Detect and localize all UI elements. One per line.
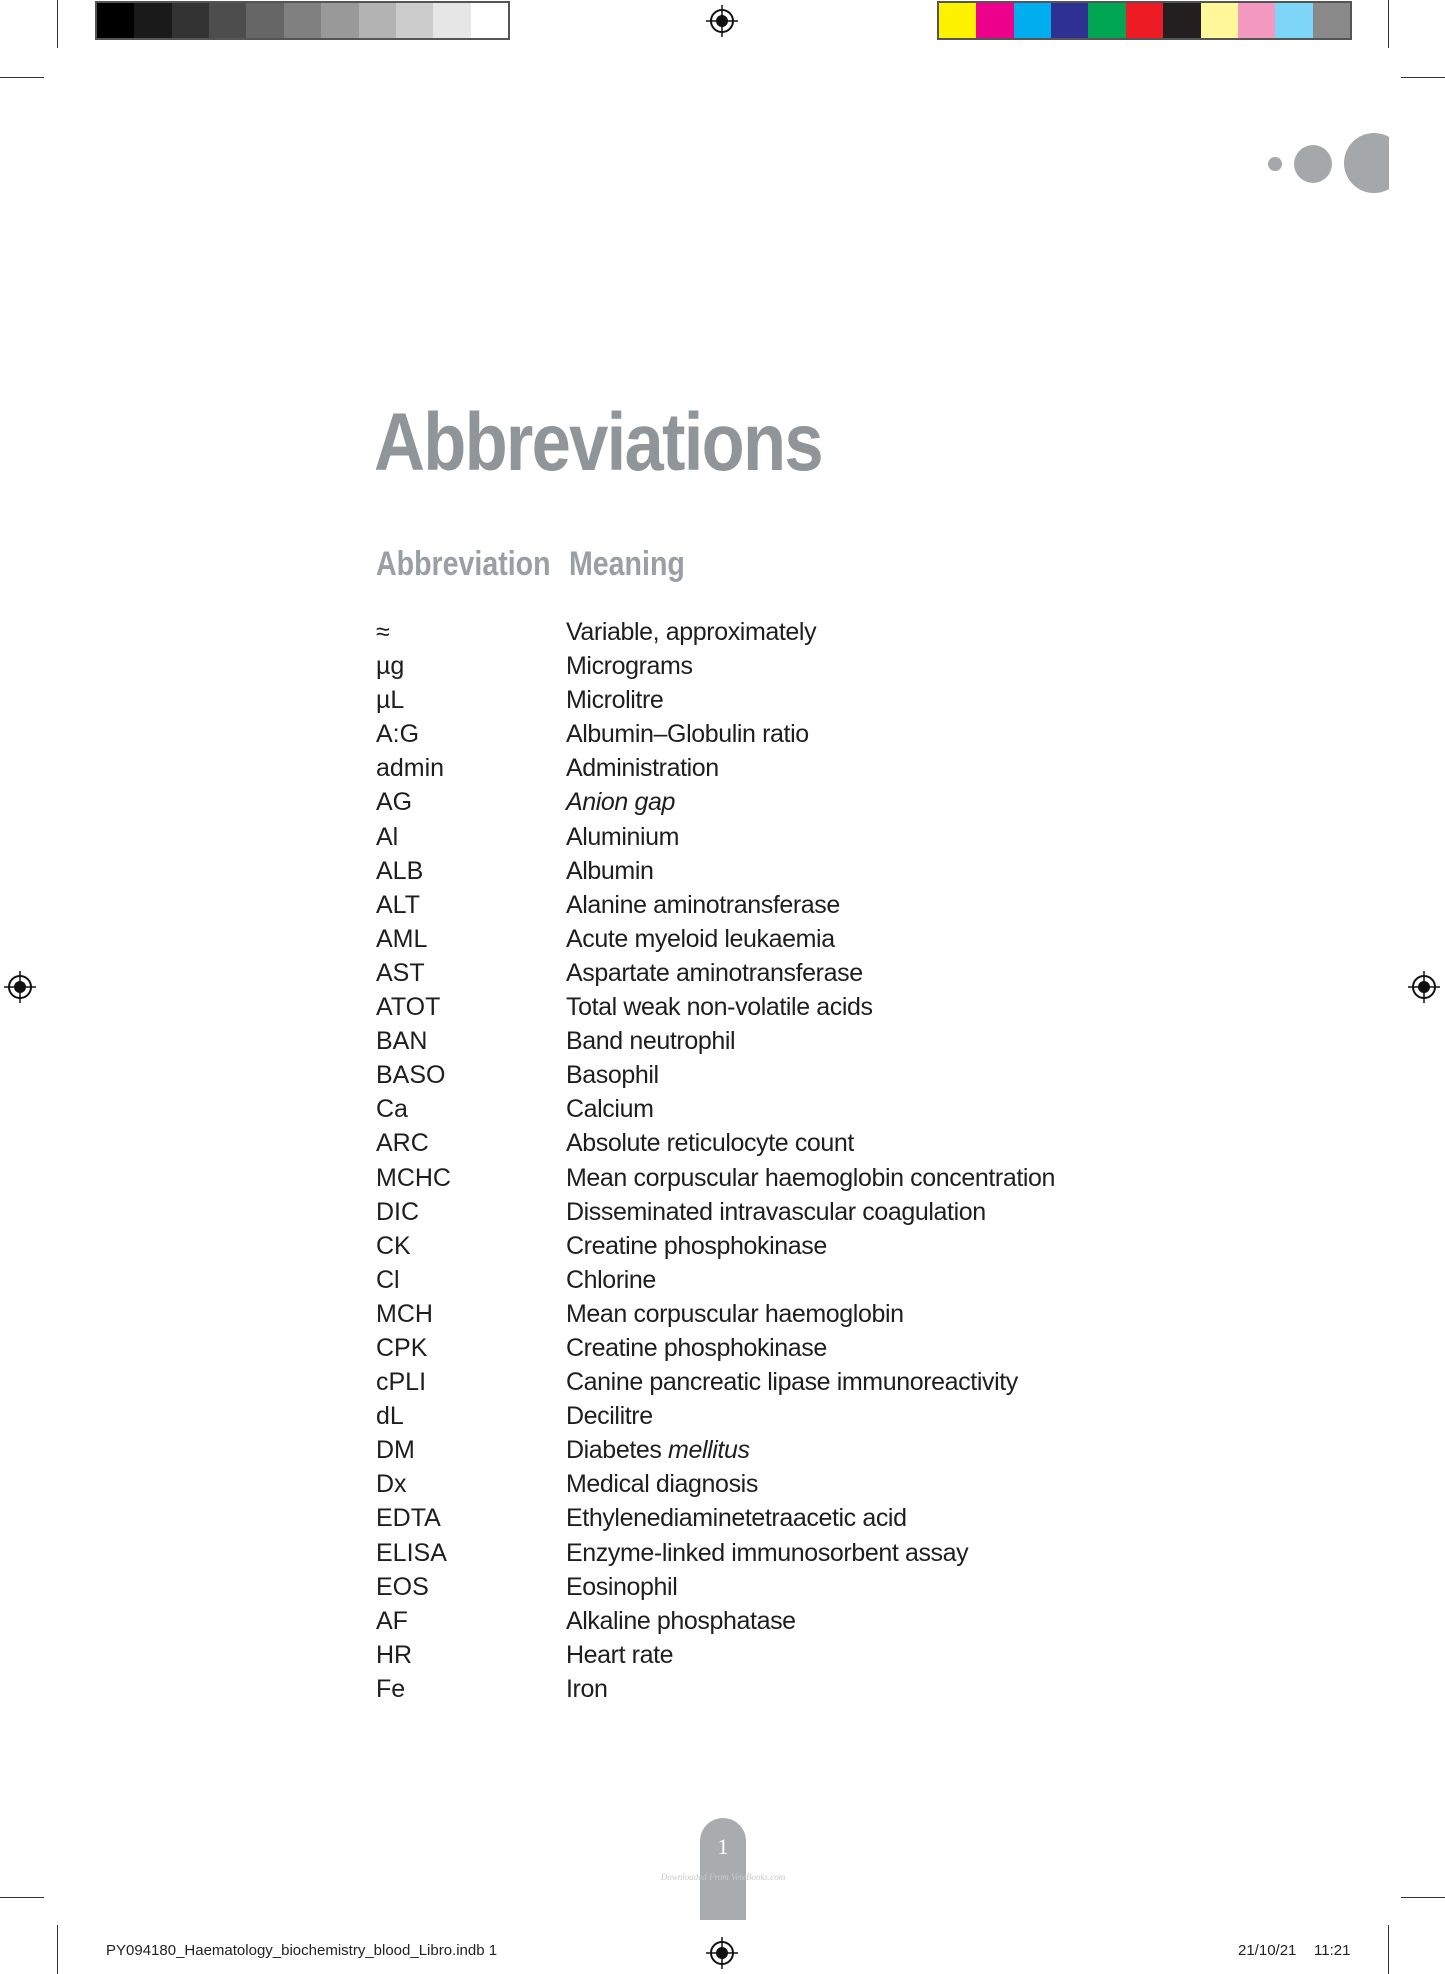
meaning-text: Variable, approximately [566, 618, 817, 646]
abbreviation-cell: AST [376, 958, 425, 987]
abbreviation-cell: BAN [376, 1027, 428, 1056]
slug-date: 21/10/21 [1238, 1942, 1297, 1959]
grayscale-calibration-bar [95, 1, 510, 40]
meaning-cell [566, 788, 675, 817]
meaning-text: Microlitre [566, 686, 664, 715]
meaning-cell [566, 720, 809, 749]
abbreviation-cell: DM [376, 1436, 415, 1465]
meaning-cell [566, 1061, 659, 1090]
meaning-cell [566, 1470, 758, 1499]
color-swatch [1126, 3, 1163, 38]
abbreviation-cell: EOS [376, 1572, 429, 1601]
meaning-text: Enzyme-linked immunosorbent assay [566, 1538, 969, 1567]
meaning-text: Micrograms [566, 652, 693, 681]
meaning-cell [566, 1027, 735, 1056]
color-swatch [97, 3, 134, 38]
meaning-cell [566, 754, 719, 783]
page-number: 1 [717, 1834, 729, 1859]
abbreviation-cell: ALT [376, 890, 420, 919]
color-swatch [1014, 3, 1051, 38]
meaning-text: Basophil [566, 1061, 659, 1090]
abbreviation-cell: cPLI [376, 1368, 427, 1397]
color-swatch [976, 3, 1013, 38]
abbreviation-cell: EDTA [376, 1504, 441, 1533]
color-swatch [1275, 3, 1312, 38]
meaning-cell [566, 891, 840, 920]
abbreviation-cell: Cl [376, 1265, 400, 1294]
crop-mark [0, 1897, 44, 1898]
color-swatch [246, 3, 283, 38]
meaning-text: Iron [566, 1674, 608, 1703]
meaning-text: Alanine aminotransferase [566, 890, 840, 919]
meaning-cell [566, 1232, 827, 1261]
meaning-text: Aspartate aminotransferase [566, 958, 863, 987]
meaning-text: Absolute reticulocyte count [566, 1129, 854, 1158]
crop-mark [1401, 1897, 1445, 1898]
abbreviation-cell: CK [376, 1231, 411, 1260]
meaning-text: Albumin [566, 856, 654, 885]
meaning-cell [566, 652, 693, 681]
meaning-text: Disseminated intravascular coagulation [566, 1197, 986, 1226]
meaning-text: Decilitre [566, 1402, 653, 1431]
meaning-text: Creatine phosphokinase [566, 1333, 827, 1362]
meaning-cell [566, 1368, 1018, 1397]
meaning-cell [566, 1607, 796, 1636]
meaning-cell [566, 618, 816, 647]
color-swatch [1051, 3, 1088, 38]
column-header-meaning: Meaning [569, 545, 685, 583]
meaning-cell [566, 1436, 750, 1465]
abbreviation-cell: µL [376, 686, 405, 715]
abbreviation-cell: MCH [376, 1299, 433, 1328]
abbreviation-cell: A:G [376, 720, 420, 749]
abbreviation-cell: Fe [376, 1674, 406, 1703]
meaning-text: Band neutrophil [566, 1027, 736, 1056]
meaning-text: Albumin–Globulin ratio [566, 720, 809, 749]
abbreviation-cell: ELISA [376, 1538, 447, 1567]
abbreviation-cell: admin [376, 754, 445, 783]
meaning-cell [566, 1095, 654, 1124]
meaning-cell [566, 925, 835, 954]
meaning-text: Diabetes [566, 1436, 669, 1465]
registration-mark-icon [706, 1937, 738, 1969]
slug-filename: PY094180_Haematology_biochemistry_blood_Libro.indb 1 [106, 1942, 498, 1959]
meaning-cell [566, 1402, 653, 1431]
registration-mark-icon [1408, 971, 1440, 1003]
page-title: Abbreviations [374, 397, 822, 488]
abbreviation-cell: dL [376, 1402, 404, 1431]
meaning-text: Calcium [566, 1095, 654, 1124]
meaning-text: Administration [566, 754, 719, 783]
meaning-text: Mean corpuscular haemoglobin concentration [566, 1163, 1056, 1192]
meaning-cell [566, 1573, 677, 1602]
meaning-text: Alkaline phosphatase [566, 1606, 796, 1635]
meaning-text: Mean corpuscular haemoglobin [566, 1299, 904, 1328]
registration-mark-icon [4, 971, 36, 1003]
column-header-abbreviation: Abbreviation [376, 545, 551, 583]
abbreviation-cell: AML [376, 924, 428, 953]
meaning-cell [566, 1164, 1055, 1193]
meaning-text: Acute myeloid leukaemia [566, 924, 835, 953]
meaning-cell [566, 959, 863, 988]
meaning-cell [566, 1539, 968, 1568]
abbreviation-cell: Ca [376, 1095, 408, 1124]
color-swatch [209, 3, 246, 38]
meaning-text: Aluminium [566, 822, 680, 851]
color-swatch [172, 3, 209, 38]
crop-mark [0, 77, 44, 78]
color-swatch [359, 3, 396, 38]
meaning-cell [566, 993, 873, 1022]
abbreviation-cell: CPK [376, 1333, 428, 1362]
decorative-dot-medium [1294, 145, 1332, 183]
abbreviation-cell: ARC [376, 1129, 429, 1158]
meaning-text: Medical diagnosis [566, 1470, 758, 1499]
crop-mark [57, 1925, 58, 1974]
meaning-cell [566, 1266, 656, 1295]
meaning-cell [566, 1129, 854, 1158]
registration-mark-icon [706, 5, 738, 37]
abbreviation-cell: Al [376, 822, 399, 851]
abbreviation-cell: ≈ [376, 618, 390, 646]
color-swatch [321, 3, 358, 38]
color-swatch [1238, 3, 1275, 38]
meaning-text: Total weak non-volatile acids [566, 993, 873, 1022]
color-swatch [396, 3, 433, 38]
meaning-text: Canine pancreatic lipase immunoreactivity [566, 1368, 1018, 1397]
meaning-cell [566, 857, 654, 886]
color-swatch [1313, 3, 1350, 38]
crop-mark [1388, 1925, 1389, 1974]
abbreviation-cell: AF [376, 1606, 408, 1635]
meaning-italic: Anion gap [566, 788, 675, 817]
color-swatch [1088, 3, 1125, 38]
abbreviation-cell: Dx [376, 1470, 407, 1499]
color-swatch [1201, 3, 1238, 38]
meaning-cell [566, 1504, 907, 1533]
abbreviation-cell: AG [376, 788, 413, 817]
color-calibration-bar [937, 1, 1352, 40]
abbreviation-cell: MCHC [376, 1163, 451, 1192]
meaning-text: Creatine phosphokinase [566, 1231, 827, 1260]
meaning-text: Eosinophil [566, 1572, 678, 1601]
crop-mark [1401, 77, 1445, 78]
meaning-cell [566, 823, 679, 852]
crop-mark [1388, 0, 1389, 48]
meaning-cell [566, 1675, 607, 1704]
color-swatch [1163, 3, 1200, 38]
abbreviation-cell: ALB [376, 856, 424, 885]
meaning-cell [566, 1300, 904, 1329]
color-swatch [939, 3, 976, 38]
meaning-text: Ethylenediaminetetraacetic acid [566, 1504, 907, 1533]
abbreviation-cell: µg [376, 652, 405, 681]
color-swatch [471, 3, 508, 38]
slug-time: 11:21 [1314, 1942, 1351, 1959]
page-number-tab [700, 1818, 746, 1920]
watermark: Downloaded From VeteBooks.com [660, 1872, 786, 1882]
meaning-text: Heart rate [566, 1640, 674, 1669]
color-swatch [134, 3, 171, 38]
crop-mark [57, 0, 58, 48]
color-swatch [284, 3, 321, 38]
meaning-cell [566, 1641, 673, 1670]
meaning-italic-suffix: mellitus [668, 1436, 750, 1465]
meaning-cell [566, 1198, 986, 1227]
meaning-cell [566, 686, 663, 715]
abbreviation-cell: ATOT [376, 993, 441, 1022]
abbreviation-cell: HR [376, 1640, 413, 1669]
meaning-cell [566, 1334, 827, 1363]
meaning-text: Chlorine [566, 1265, 656, 1294]
abbreviation-cell: BASO [376, 1061, 446, 1090]
decorative-dot-small [1268, 157, 1282, 171]
color-swatch [433, 3, 470, 38]
abbreviation-cell: DIC [376, 1197, 420, 1226]
decorative-half-circle [1344, 133, 1389, 193]
